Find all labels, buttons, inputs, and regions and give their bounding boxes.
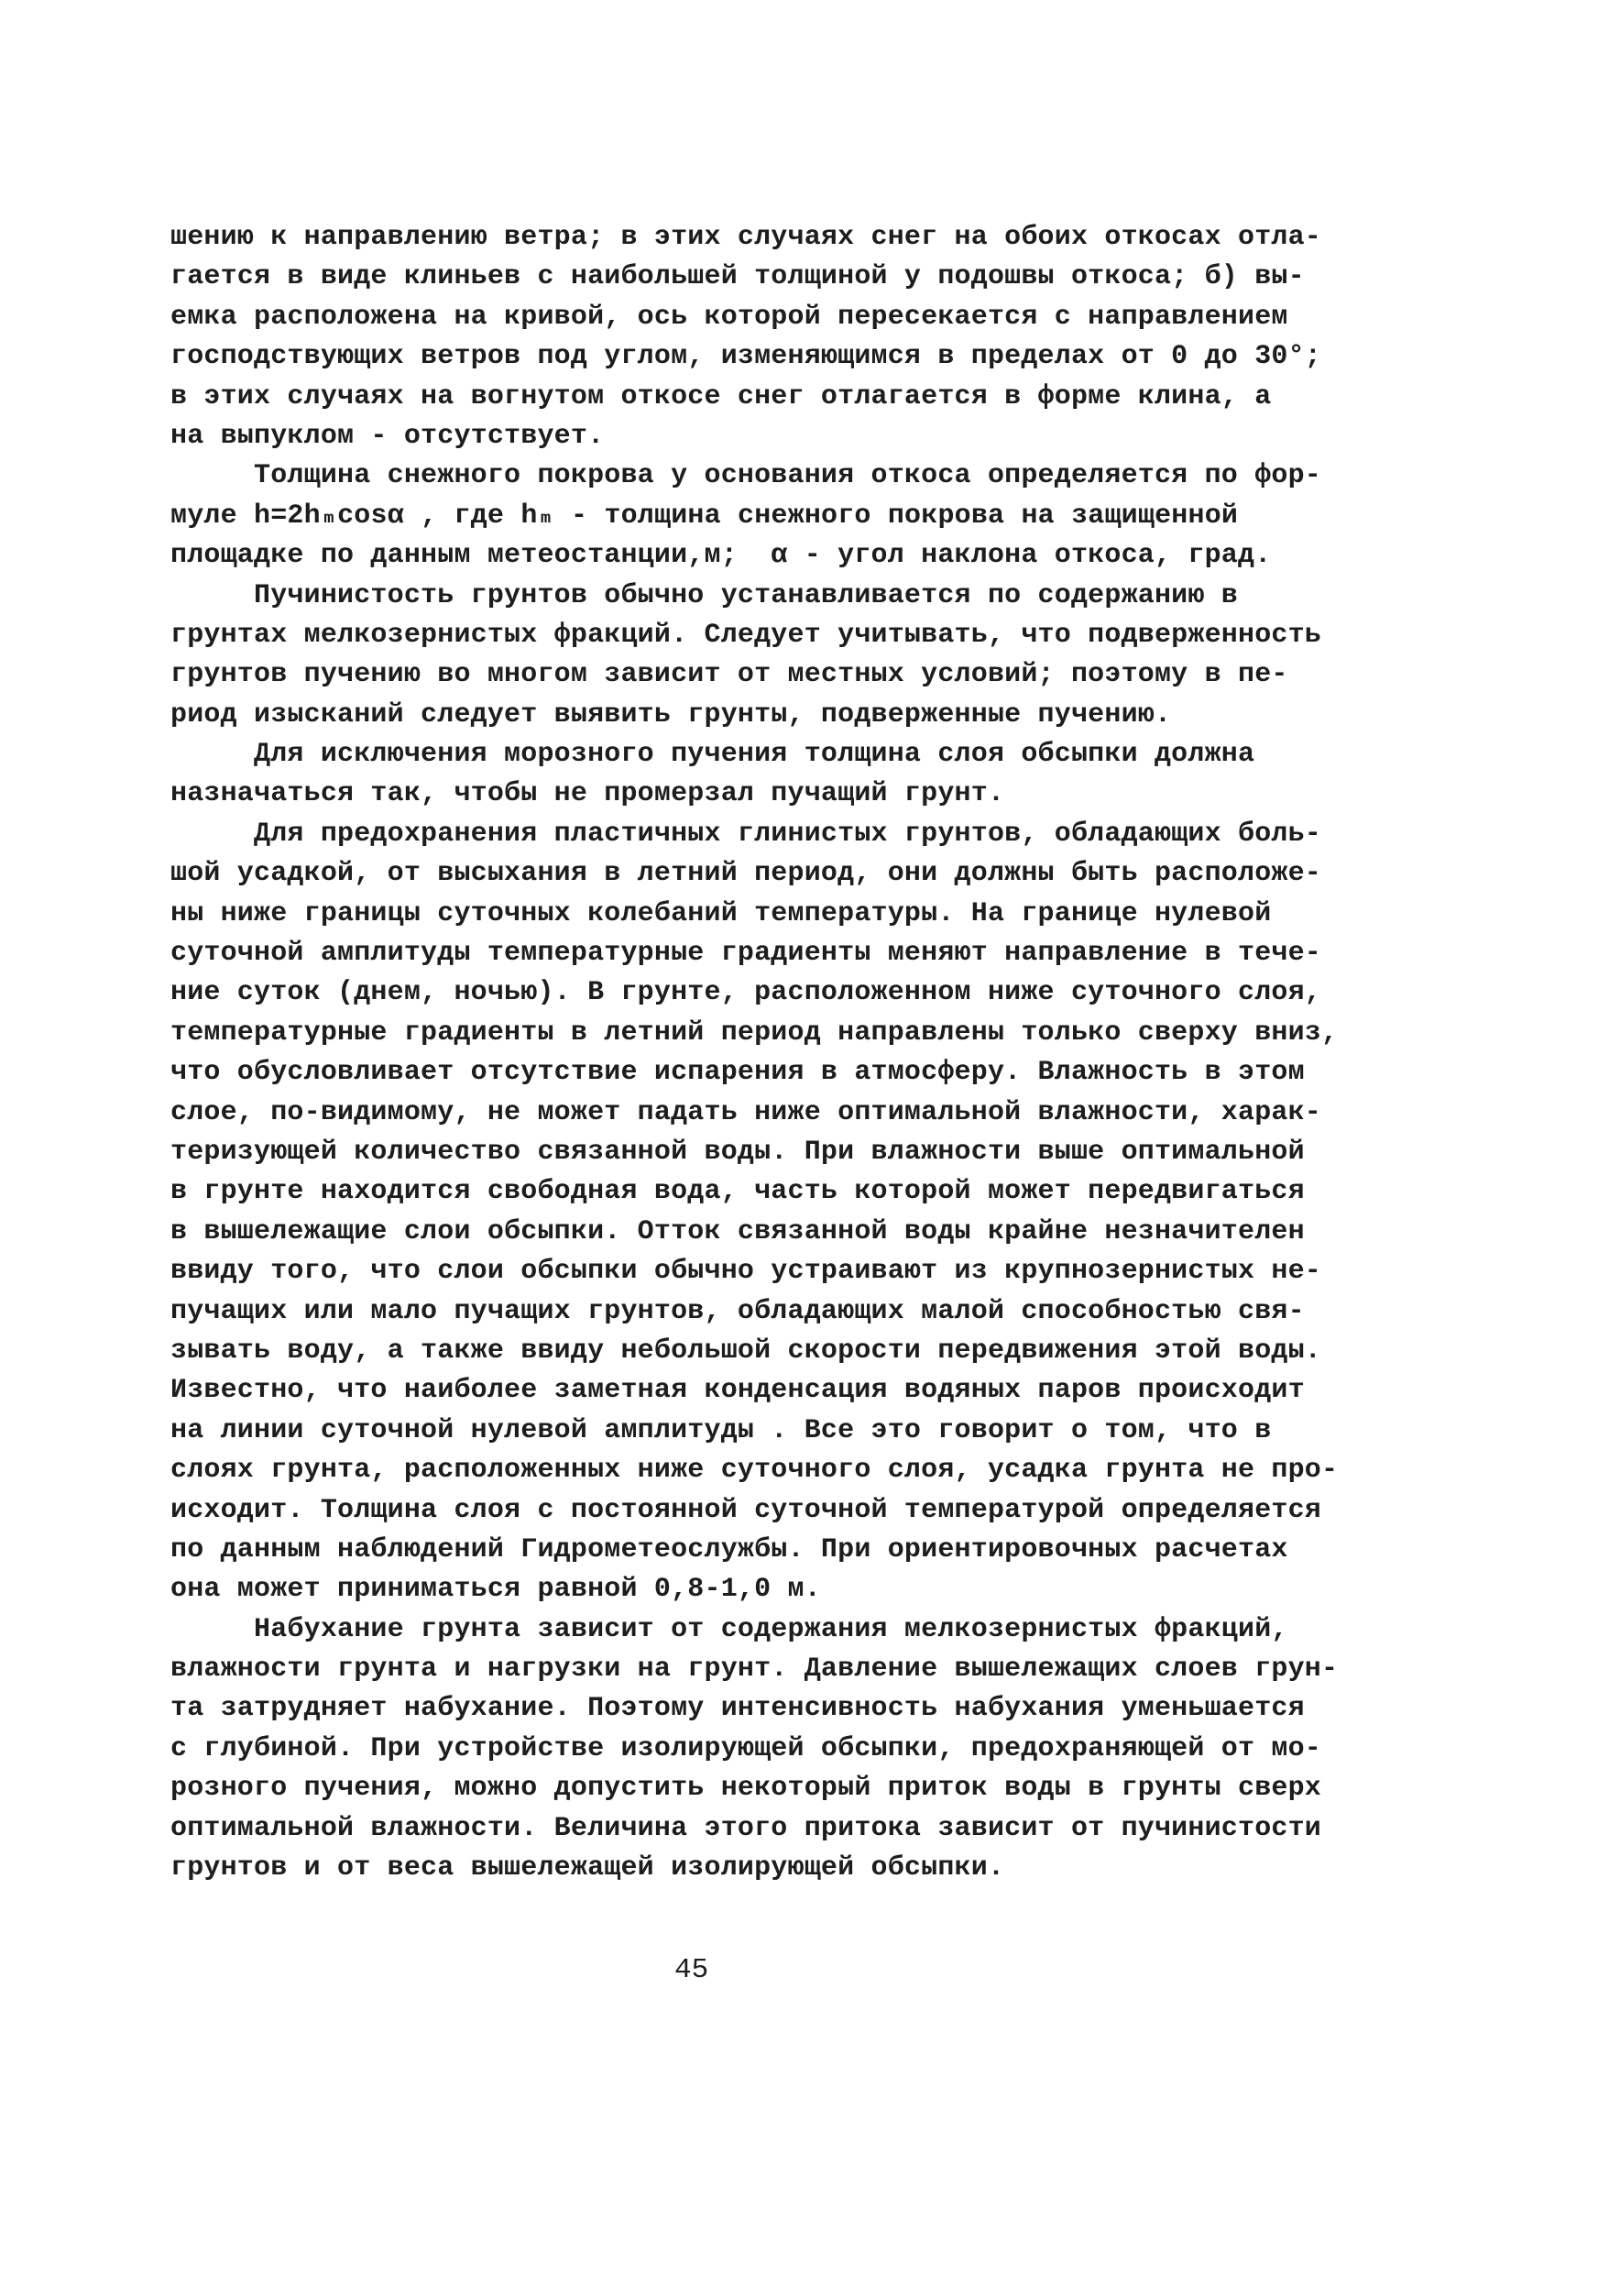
text-line: слоях грунта, расположенных ниже суточного слоя, усадка грунта не про- xyxy=(170,1455,1339,1487)
text-line: та затрудняет набухание. Поэтому интенсивность набухания уменьшается xyxy=(170,1693,1305,1725)
text-line: шению к направлению ветра; в этих случаях снег на обоих откосах отла- xyxy=(170,222,1322,253)
paragraph-start-line: Пучинистость грунтов обычно устанавливается по содержанию в xyxy=(170,579,1238,611)
text-line: ны ниже границы суточных колебаний температуры. На границе нулевой xyxy=(170,897,1272,929)
text-line: температурные градиенты в летний период направлены только сверху вниз, xyxy=(170,1016,1339,1049)
formula-line: муле h=2hₘcosα , где hₘ - толщина снежного покрова на защищенной xyxy=(170,500,1239,532)
text-line: что обусловливает отсутствие испарения в атмосферу. Влажность в этом xyxy=(170,1057,1305,1089)
text-line: господствующих ветров под углом, изменяющимся в пределах от 0 до 30°; xyxy=(170,341,1322,373)
text-line: на выпуклом - отсутствует. xyxy=(170,420,605,452)
paragraph-start-line: Для предохранения пластичных глинистых грунтов, обладающих боль- xyxy=(170,818,1322,850)
text-line: розного пучения, можно допустить некоторый приток воды в грунты сверх xyxy=(170,1773,1322,1805)
text-line: в грунте находится свободная вода, часть которой может передвигаться xyxy=(170,1176,1305,1208)
text-line: емка расположена на кривой, ось которой пересекается с направлением xyxy=(170,301,1288,333)
text-line: площадке по данным метеостанции,м; α - угол наклона откоса, град. xyxy=(170,540,1272,572)
text-line: грунтов и от веса вышележащей изолирующей обсыпки. xyxy=(170,1852,1005,1884)
text-line: на линии суточной нулевой амплитуды . Все это говорит о том, что в xyxy=(170,1414,1272,1446)
text-line: Известно, что наиболее заметная конденсация водяных паров происходит xyxy=(170,1375,1305,1407)
text-line: грунтов пучению во многом зависит от местных условий; поэтому в пе- xyxy=(170,659,1288,691)
text-line: она может приниматься равной 0,8-1,0 м. xyxy=(170,1574,821,1606)
text-line: пучащих или мало пучащих грунтов, обладающих малой способностью свя- xyxy=(170,1295,1305,1327)
text-line: влажности грунта и нагрузки на грунт. Давление вышележащих слоев грун- xyxy=(170,1653,1339,1686)
text-line: оптимальной влажности. Величина этого притока зависит от пучинистости xyxy=(170,1812,1322,1844)
page-number: 45 xyxy=(674,1954,709,1986)
text-line: в этих случаях на вогнутом откосе снег отлагается в форме клина, а xyxy=(170,380,1272,412)
text-line: в вышележащие слои обсыпки. Отток связанной воды крайне незначителен xyxy=(170,1215,1305,1247)
paragraph-start-line: Набухание грунта зависит от содержания мелкозернистых фракций, xyxy=(170,1613,1288,1645)
text-line: зывать воду, а также ввиду небольшой скорости передвижения этой воды. xyxy=(170,1335,1322,1367)
text-line: исходит. Толщина слоя с постоянной суточной температурой определяется xyxy=(170,1494,1322,1526)
text-line: ние суток (днем, ночью). В грунте, расположенном ниже суточного слоя, xyxy=(170,977,1322,1009)
text-line: грунтах мелкозернистых фракций. Следует учитывать, что подверженность xyxy=(170,619,1322,651)
text-line: шой усадкой, от высыхания в летний период, они должны быть расположе- xyxy=(170,858,1322,890)
paragraph-start-line: Для исключения морозного пучения толщина слоя обсыпки должна xyxy=(170,739,1255,771)
text-line: с глубиной. При устройстве изолирующей обсыпки, предохраняющей от мо- xyxy=(170,1732,1322,1764)
text-line: гается в виде клиньев с наибольшей толщиной у подошвы откоса; б) вы- xyxy=(170,261,1305,293)
text-line: по данным наблюдений Гидрометеослужбы. При ориентировочных расчетах xyxy=(170,1533,1288,1565)
text-line: ввиду того, что слои обсыпки обычно устраивают из крупнозернистых не- xyxy=(170,1256,1322,1288)
paragraph-start-line: Толщина снежного покрова у основания откоса определяется по фор- xyxy=(170,460,1322,492)
text-line: теризующей количество связанной воды. При влажности выше оптимальной xyxy=(170,1136,1305,1168)
text-line: слое, по-видимому, не может падать ниже оптимальной влажности, харак- xyxy=(170,1096,1322,1128)
body-text xyxy=(170,218,1352,1888)
text-line: назначаться так, чтобы не промерзал пучащий грунт. xyxy=(170,778,1005,810)
text-line: риод изысканий следует выявить грунты, подверженные пучению. xyxy=(170,698,1172,731)
text-line: суточной амплитуды температурные градиенты меняют направление в тече- xyxy=(170,938,1322,970)
